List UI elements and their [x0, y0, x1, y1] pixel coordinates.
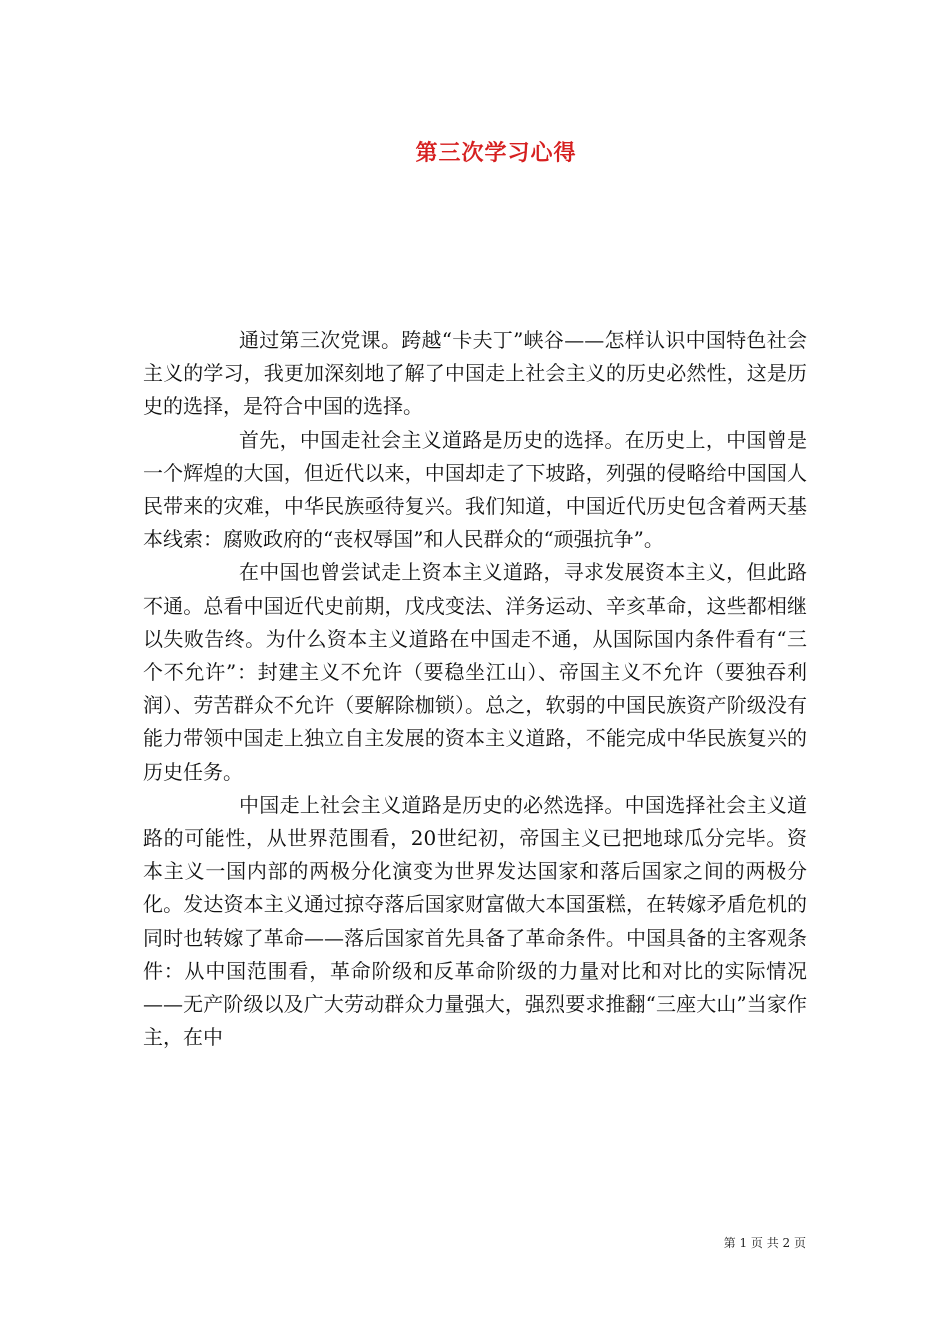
page-number: 第 1 页 共 2 页 [723, 1236, 806, 1250]
paragraph-3: 在中国也曾尝试走上资本主义道路，寻求发展资本主义，但此路不通。总看中国近代史前期，戊戌变法、洋务运动、辛亥革命，这些都相继以失败告终。为什么资本主义道路在中国走不通，从国际国内条件看有“三个不允许”：封建主义不允许（要稳坐江山）、帝国主义不允许（要独吞利润）、劳苦群众不允许（要解除枷锁）。总之，软弱的中国民族资产阶级没有能力带领中国走上独立自主发展的资本主义道路，不能完成中华民族复兴的历史任务。 [143, 560, 807, 784]
paragraph-4: 中国走上社会主义道路是历史的必然选择。中国选择社会主义道路的可能性，从世界范围看，20世纪初，帝国主义已把地球瓜分完毕。资本主义一国内部的两极分化演变为世界发达国家和落后国家之间的两极分化。发达资本主义通过掠夺落后国家财富做大本国蛋糕，在转嫁矛盾危机的同时也转嫁了革命——落后国家首先具备了革命条件。中国具备的主客观条件：从中国范围看，革命阶级和反革命阶级的力量对比和对比的实际情况——无产阶级以及广大劳动群众力量强大，强烈要求推翻“三座大山”当家作主，在中 [143, 792, 807, 1050]
document-body [143, 324, 807, 1054]
document-title: 第三次学习心得 [415, 141, 577, 166]
paragraph-2: 首先，中国走社会主义道路是历史的选择。在历史上，中国曾是一个辉煌的大国，但近代以来，中国却走了下坡路，列强的侵略给中国国人民带来的灾难，中华民族亟待复兴。我们知道，中国近代历史包含着两天基本线索：腐败政府的“丧权辱国”和人民群众的“顽强抗争”。 [143, 427, 807, 552]
paragraph-1: 通过第三次党课。跨越“卡夫丁”峡谷——怎样认识中国特色社会主义的学习，我更加深刻地了解了中国走上社会主义的历史必然性，这是历史的选择，是符合中国的选择。 [143, 328, 807, 419]
